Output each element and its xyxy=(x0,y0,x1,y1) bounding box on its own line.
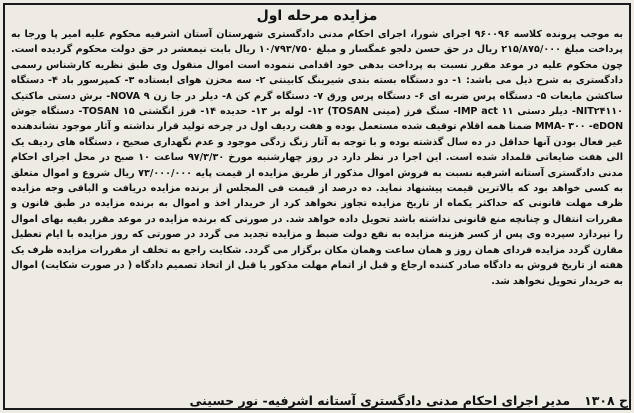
notice-frame xyxy=(3,3,631,410)
notice-footer xyxy=(6,393,628,409)
notice-signature: مدیر اجرای احکام مدنی دادگستری آستانه اشرفیه- نور حسینی xyxy=(189,393,571,408)
notice-title: مزایده مرحله اول xyxy=(256,8,378,24)
notice-code: ح ۱۳۰۸ xyxy=(584,393,628,408)
notice-body: به موجب پرونده کلاسه ۹۶۰۰۹۶ اجرای شورا، اجرای احکام مدنی دادگستری شهرستان آستان اشرفیه محکوم علیه امیر پا ورجا به پرداخت مبلغ ۲۱۵/۸۷۵/۰۰۰ ریال در حق حسن دلجو غمگسار و مبلغ ۱۰/۷۹۳/۷۵۰ ریال بابت نیمعشر در حق دولت محکوم گردیده است. چون محکوم علیه در موعد مقرر نسبت به پرداخت بدهی خود اقدامی ننموده است اموال منقول وی طبق نظریه کارشناس رسمی دادگستری به شرح ذیل می باشد: ۱- دو دستگاه بسته بندی شیرینگ کابینتی ۲- سه مخزن هوای ایستاده ۳- کمپرسور باد ۴- دستگاه ساکشن مایعات ۵- دستگاه پرس ضربه ای ۶- دستگاه پرس ورق ۷- دستگاه گرم کن ۸- دیلر در جا زن NOVA ۹- برش دستی ماکتیک NIT۲۴۱۱۰- دیلر دستی IMP act ۱۱- سنگ فرز (مینی TOSAN) ۱۲- لوله بر ۱۳- حدیده ۱۴- فرز انگشتی TOSAN ۱۵- دستگاه جوش MMA- ۳۰۰ -eDON ضمنا همه اقلام توقیف شده مستعمل بوده و هفت ردیف اول در چرخه تولید قرار نداشته و آثار موجود نشاندهنده غیر فعال بودن آنها حداقل در ده سال گذشته بوده و با توجه به آثار زنگ زدگی موجود و عدم نگهداری صحیح ، دستگاه های ردیف یک الی هفت ضایعاتی قلمداد شده است. این اجرا در نظر دارد در روز چهارشنبه مورخ ۹۷/۳/۳۰ ساعت ۱۰ صبح در محل اجرای احکام مدنی دادگستری آستانه اشرفیه نسبت به فروش اموال مذکور از طریق مزایده از قیمت پایه ۷۳/۰۰۰/۰۰۰ ریال شروع و اموال متعلق به کسی خواهد بود که بالاترین قیمت پیشنهاد نماید. ده درصد از قیمت فی المجلس از برنده مزایده دریافت و الباقی وجه مزایده ظرف مهلت قانونی که حداکثر یکماه از تاریخ مزایده تجاوز نخواهد کرد از خریدار اخذ و اموال به برنده مزایده در طبق قانون و مقررات انتقال و چنانچه منع قانونی نداشته باشد تحویل داده خواهد شد. در صورتی که برنده مزایده در موعد مقرر بقیه بهای اموال را نپردازد سپرده وی پس از کسر هزینه مزایده به نفع دولت ضبط و مزایده تجدید می گردد در صورتی که روز مزایده با ایام تعطیل مقارن گردد مزایده فردای همان روز و همان ساعت وهمان مکان برگزار می گردد. شکایت راجع به تخلف از مقررات مزایده ظرف یک هفته از تاریخ فروش به دادگاه صادر کننده ارجاع و قبل از اتمام مهلت مذکور یا قبل از اتخاذ تصمیم دادگاه ( در صورت شکایت) اموال به خریدار تحویل نخواهد شد. xyxy=(11,29,624,287)
